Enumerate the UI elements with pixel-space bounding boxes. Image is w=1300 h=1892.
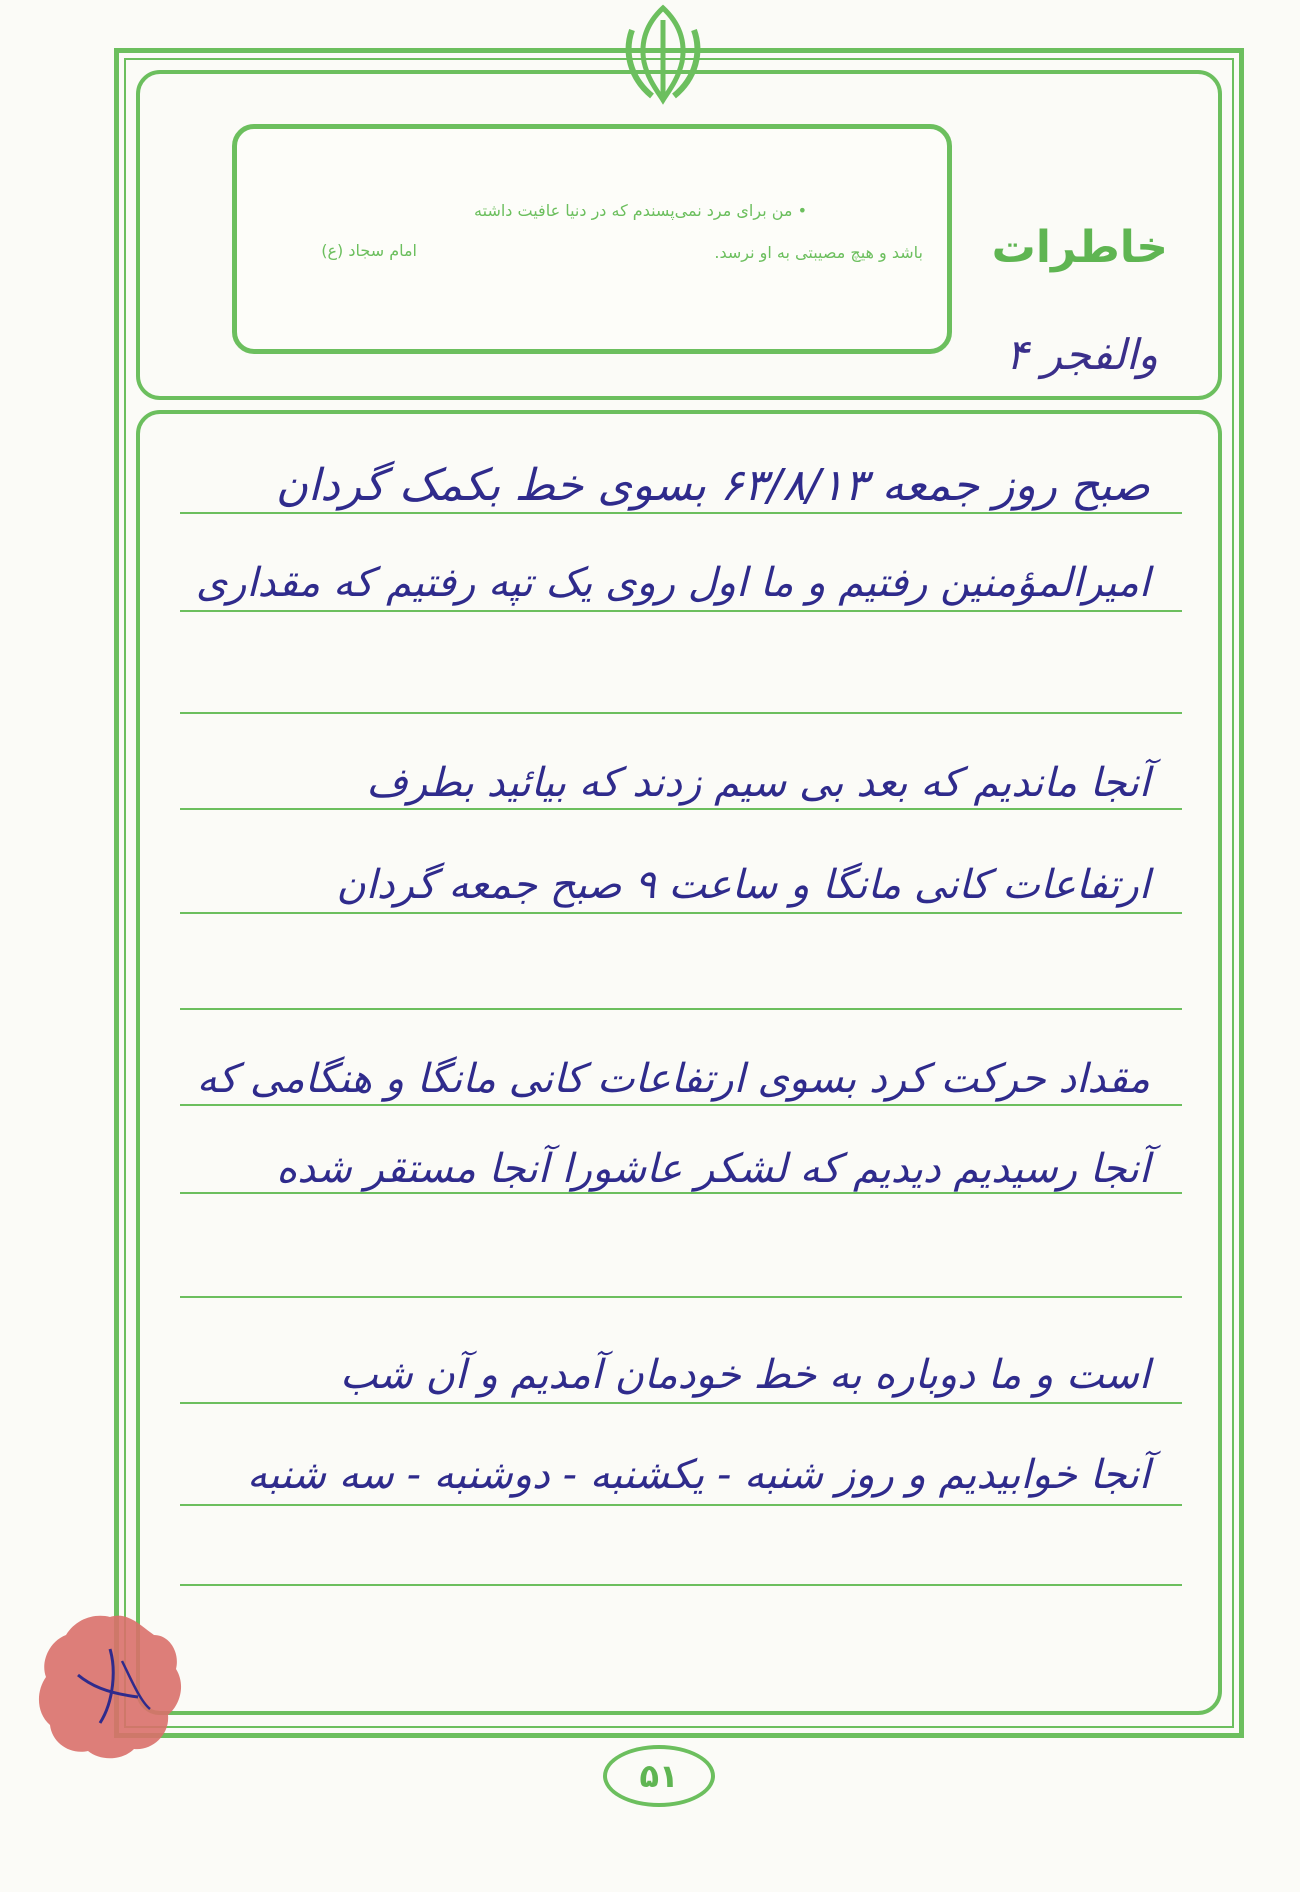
- ruled-line: [180, 610, 1182, 612]
- handwritten-line-2: امیرالمؤمنین رفتیم و ما اول روی یک تپه رفتیم که مقداری: [195, 560, 1150, 606]
- ruled-line: [180, 808, 1182, 810]
- ruled-line: [180, 1104, 1182, 1106]
- ruled-line: [180, 1584, 1182, 1586]
- ruled-line: [180, 912, 1182, 914]
- handwritten-line-7: است و ما دوباره به خط خودمان آمدیم و آن شب: [339, 1352, 1150, 1398]
- ruled-line: [180, 1402, 1182, 1404]
- ruled-line: [180, 512, 1182, 514]
- quote-line-2: باشد و هیچ مصیبتی به او نرسد.: [714, 243, 923, 262]
- quote-box: [232, 124, 952, 354]
- handwritten-line-8: آنجا خوابیدیم و روز شنبه - یکشنبه - دوشنبه - سه شنبه: [246, 1452, 1150, 1498]
- ruled-line: [180, 1504, 1182, 1506]
- ruled-line: [180, 1192, 1182, 1194]
- quote-source: امام سجاد (ع): [321, 241, 417, 260]
- ruled-line: [180, 712, 1182, 714]
- handwritten-line-5: مقداد حرکت کرد بسوی ارتفاعات کانی مانگا و هنگامی که: [196, 1056, 1150, 1102]
- page-title: خاطرات: [991, 222, 1168, 273]
- quote-line-1: • من برای مرد نمی‌پسندم که در دنیا عافیت داشته: [474, 201, 807, 220]
- ruled-line: [180, 1008, 1182, 1010]
- handwritten-line-3: آنجا ماندیم که بعد بی سیم زدند که بیائید بطرف: [366, 760, 1150, 806]
- ruled-line: [180, 1296, 1182, 1298]
- opening-handwritten: والفجر ۴: [1005, 330, 1158, 379]
- page-number: ۵۱: [603, 1745, 715, 1807]
- red-stamp-icon: [30, 1605, 190, 1765]
- handwritten-line-4: ارتفاعات کانی مانگا و ساعت ۹ صبح جمعه گردان: [336, 862, 1150, 908]
- handwritten-line-1: صبح روز جمعه ۶۳/۸/۱۳ بسوی خط بکمک گردان: [275, 460, 1150, 511]
- handwritten-line-6: آنجا رسیدیم دیدیم که لشکر عاشورا آنجا مستقر شده: [276, 1146, 1150, 1192]
